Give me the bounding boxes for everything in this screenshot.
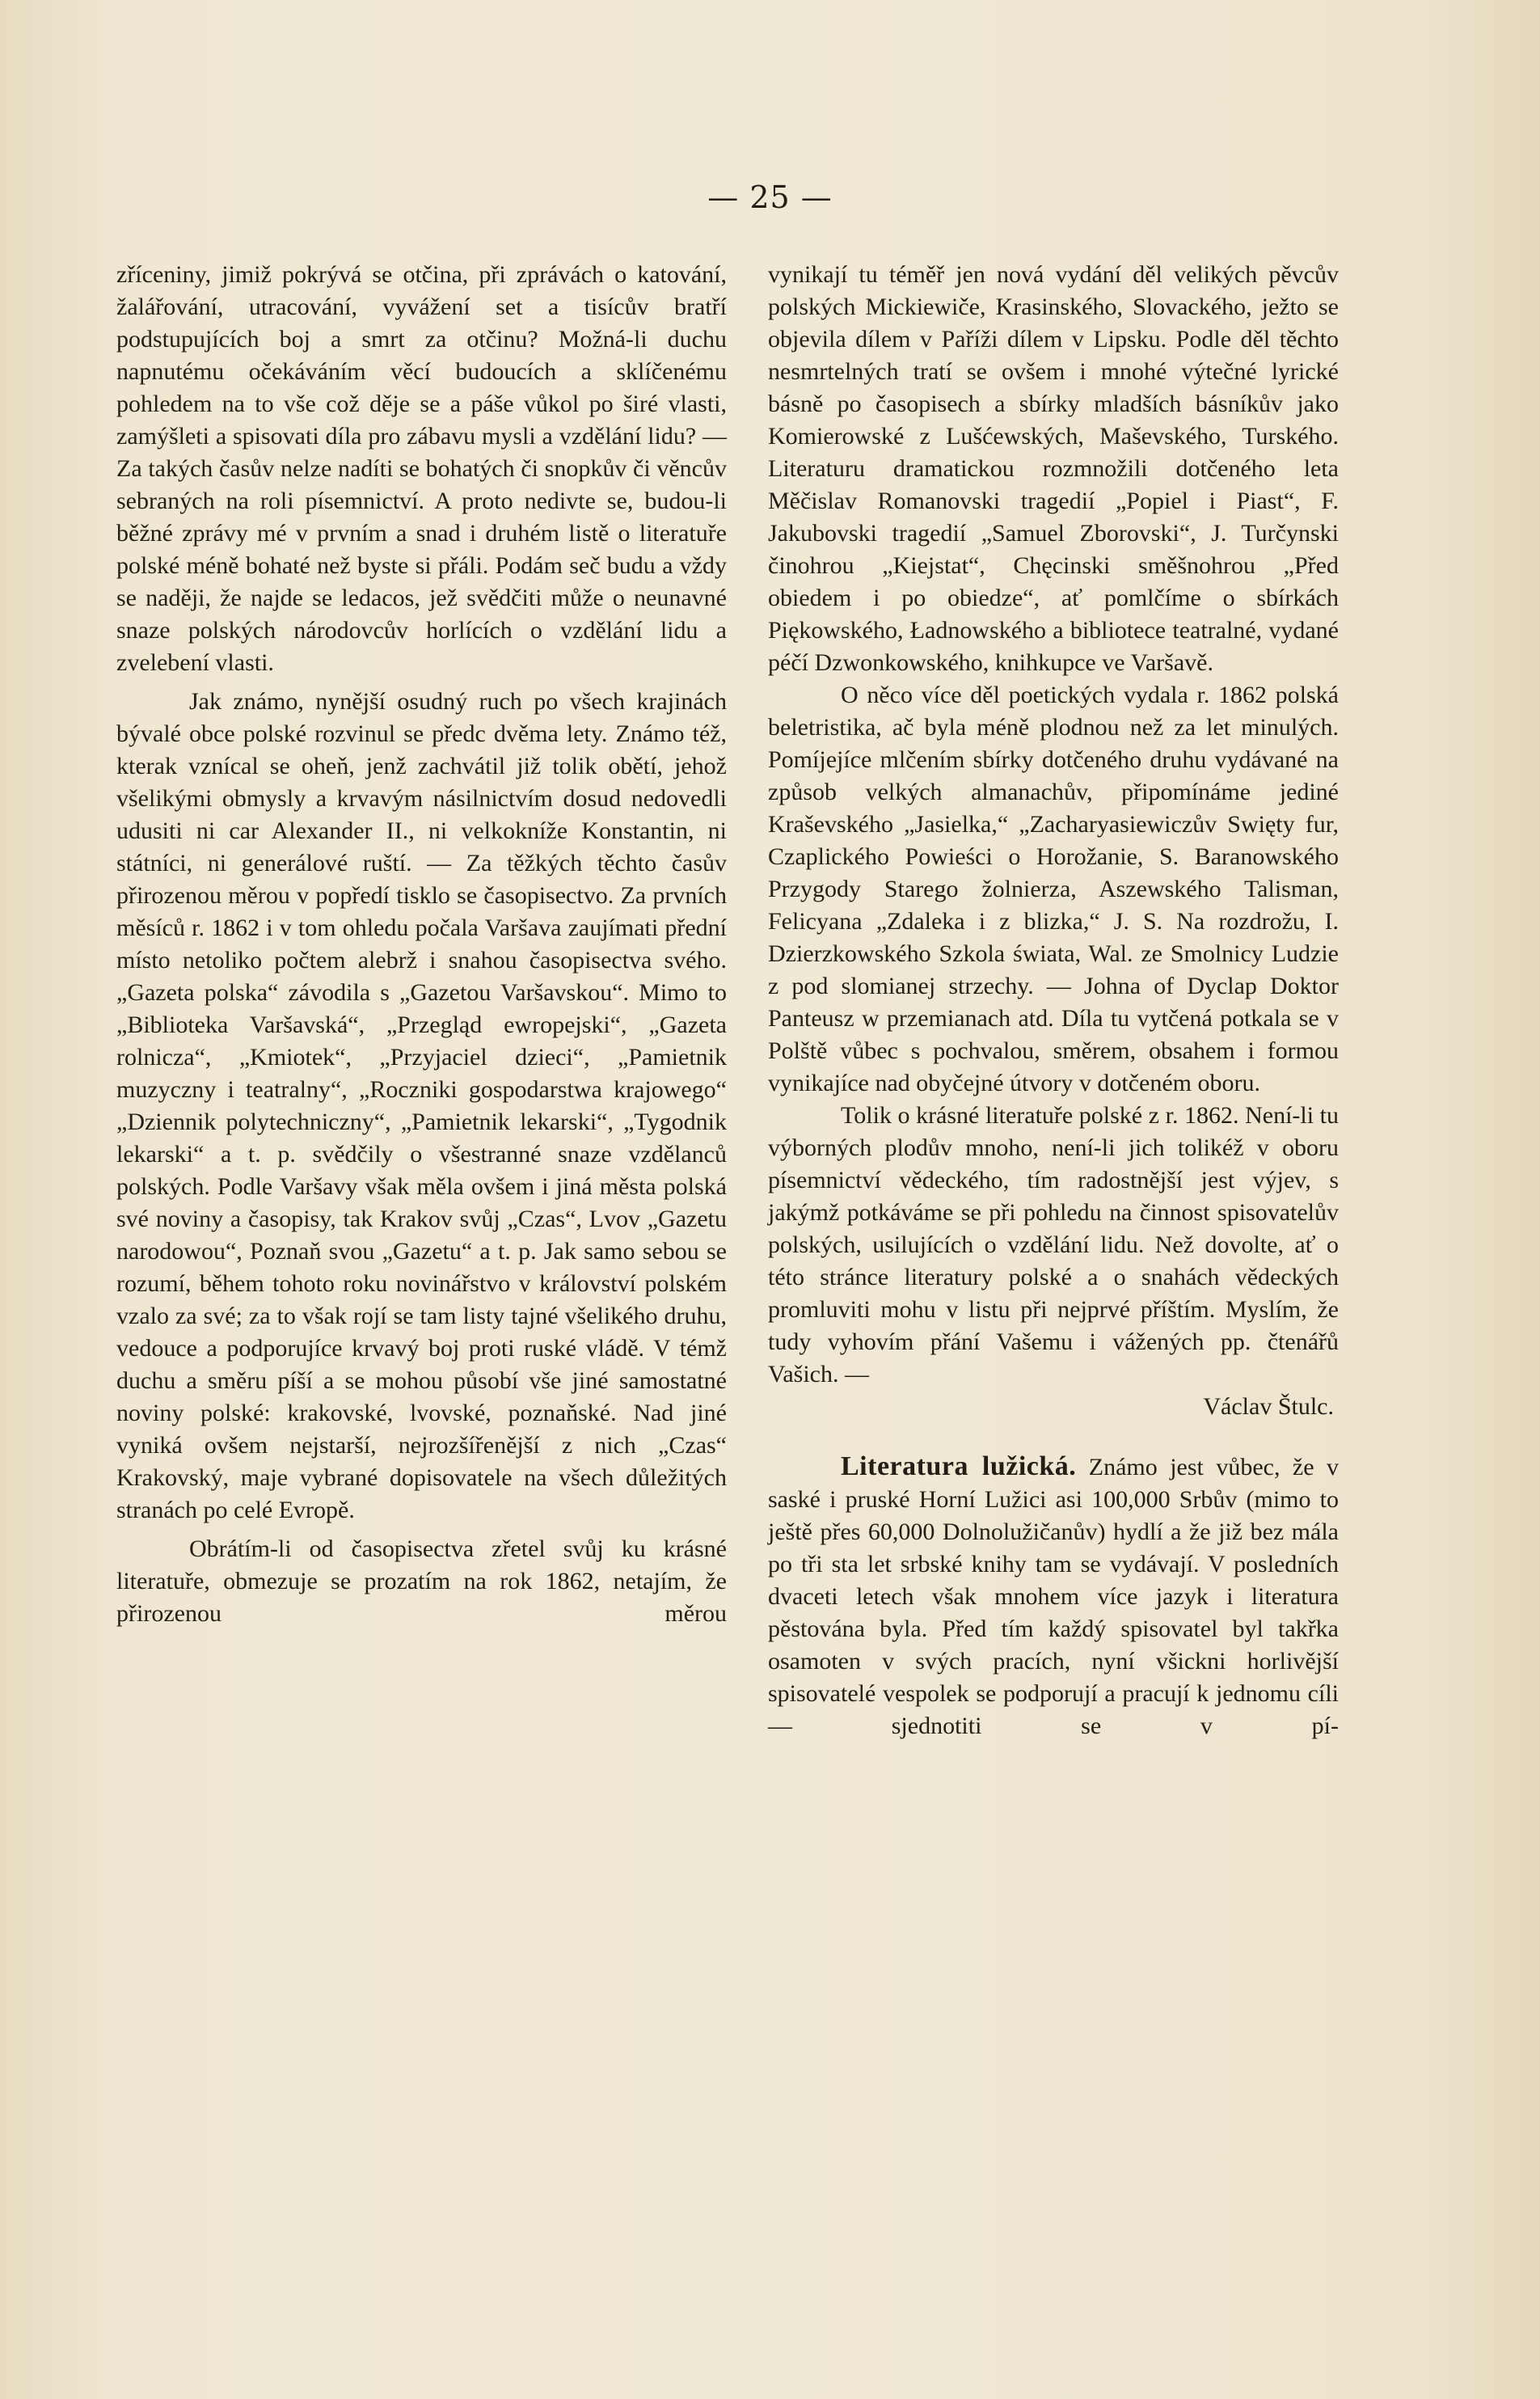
left-column bbox=[116, 259, 727, 1630]
paragraph: zříceniny, jimiž pokrývá se otčina, při zprávách o katování, žalářování, utracování, vyvážení set a tisícův bratří podstupujících boj a smrt za otčinu? Možná-li duchu napnutému očekáváním věcí budoucích a sklíčenému pohledem na to vše což děje se a páše vůkol po širé vlasti, zamýšleti a spisovati díla pro zábavu mysli a vzdělání lidu? — Za takých časův nelze nadíti se bohatých či snopkův či věncův sebraných na roli písemnictví. A proto nedivte se, budou-li běžné zprávy mé v prvním a snad i druhém listě o literatuře polské méně bohaté než byste si přáli. Podám seč budu a vždy se naději, že najde se ledacos, jež svědčiti může o neunavné snaze polských národovcův horlících o vzdělání lidu a zvelebení vlasti. bbox=[116, 261, 727, 676]
paragraph: Tolik o krásné literatuře polské z r. 1862. Není-li tu výborných plodův mnoho, není-li jich tolikéž v oboru písemnictví vědeckého, tím radostnější jest výjev, s jakýmž potkáváme se při pohledu na činnost spisovatelův polských, usilujících o vzdělání lidu. Než dovolte, ať o této stránce literatury polské a o snahách vědeckých promluviti mohu v listu při nejprvé příštím. Myslím, že tudy vyhovím přání Vašemu i vážených pp. čtenářů Vašich. — bbox=[768, 1102, 1339, 1387]
section-text: Známo jest vůbec, že v saské i pruské Horní Lužici asi 100,000 Srbův (mimo to ještě přes 60,000 Dolnolužičanův) hydlí a že již bez mála po tři sta let srbské knihy tam se vydávají. V posledních dvaceti letech však mnohem více jazyk i literatura pěstována byla. Před tím každý spisovatel byl takřka osamoten v svých pracích, nyní všickni horlivější spisovatelé vespolek se podporují a pracují k jednomu cíli — sjednotiti se v pí- bbox=[768, 1454, 1340, 1739]
section-paragraph bbox=[768, 1451, 1339, 1742]
paragraph: vynikají tu téměř jen nová vydání děl velikých pěvcův polských Mickiewiče, Krasinského, Slovackého, ježto se objevila dílem v Paříži dílem v Lipsku. Podle děl těchto nesmrtelných tratí se ovšem i mnohé výtečné lyrické básně po časopisech a sbírky mladších básníkův jako Komierowské z Lušćewských, Maševského, Turského. Literaturu dramatickou rozmnožili dotčeného leta Měčislav Romanovski tragedií „Popiel i Piast“, F. Jakubovski tragedií „Samuel Zborovski“, J. Turčynski činohrou „Kiejstat“, Chęcinski směšnohrou „Před obiedem i po obiedze“, ať pomlčíme o sbírkách Piękowského, Ładnowského a bibliotece teatralné, vydané péčí Dzwonkowského, knihkupce ve Varšavě. bbox=[768, 261, 1339, 676]
paragraph: O něco více děl poetických vydala r. 1862 polská beletristika, ač byla méně plodnou než za let minulých. Pomíjejíce mlčením sbírky dotčeného druhu vydávané na způsob velkých almanachův, připomínáme jediné Kraševského „Jasielka,“ „Zacharyasiewiczův Swięty fur, Czaplického Powieści o Horožanie, S. Baranowského Przygody Starego žolnierza, Aszewského Talisman, Felicyana „Zdaleka i z blizka,“ J. S. Na rozdrožu, I. Dzierzkowského Szkola świata, Wal. ze Smolnicy Ludzie z pod slomianej strzechy. — Johna of Dyclap Doktor Panteusz w przemianach atd. Díla tu vytčená potkala se v Polště vůbec s pochvalou, směrem, obsahem i formou vynikajíce nad obyčejné útvory v dotčeném oboru. bbox=[768, 682, 1339, 1096]
right-column bbox=[768, 259, 1339, 1742]
paragraph: Obrátím-li od časopisectva zřetel svůj ku krásné literatuře, obmezuje se prozatím na rok 1862, netajím, že přirozenou měrou bbox=[116, 1535, 727, 1627]
paragraph: Jak známo, nynější osudný ruch po všech krajinách bývalé obce polské rozvinul se předc dvěma lety. Známo též, kterak vznícal se oheň, jenž zachvátil již tolik obětí, jehož všelikými obmysly a krvavým násilnictvím dosud nedovedli udusiti ni car Alexander II., ni velkokníže Konstantin, ni státníci, ni generálové ruští. — Za těžkých těchto časův přirozenou měrou v popředí tisklo se časopisectvo. Za prvních měsíců r. 1862 i v tom ohledu počala Varšava zaujímati přední místo netoliko počtem alebrž i snahou časopisectva svého. „Gazeta polska“ závodila s „Gazetou Varšavskou“. Mimo to „Biblioteka Varšavská“, „Przegląd ewropejski“, „Gazeta rolnicza“, „Kmiotek“, „Przyjaciel dzieci“, „Pamietnik muzyczny i teatralny“, „Roczniki gospodarstwa krajowego“ „Dziennik polytechniczny“, „Pamietnik lekarski“, „Tygodnik lekarski“ a t. p. svědčily o všestranné snaze vzdělanců polských. Podle Varšavy však měla ovšem i jiná města polská své noviny a časopisy, tak Krakov svůj „Czas“, Lvov „Gazetu narodowou“, Poznaň svou „Gazetu“ a t. p. Jak samo sebou se rozumí, během tohoto roku novinářstvo v království polském vzalo za své; za to však rojí se tam listy tajné všelikého druhu, vedouce a podporujíce krvavý boj proti ruské vládě. V témž duchu a směru píší a se mohou působí vše jiné samostatné noviny polské: krakovské, lvovské, poznaňské. Nad jiné vyniká ovšem nejstarší, nejrozšířenější z nich „Czas“ Krakovský, maje vybrané dopisovatele na všech důležitých stranách po celé Evropě. bbox=[116, 688, 727, 1523]
page-number: — 25 — bbox=[707, 180, 833, 215]
author-signature: Václav Štulc. bbox=[1203, 1393, 1334, 1420]
section-heading: Literatura lužická. bbox=[841, 1451, 1077, 1481]
